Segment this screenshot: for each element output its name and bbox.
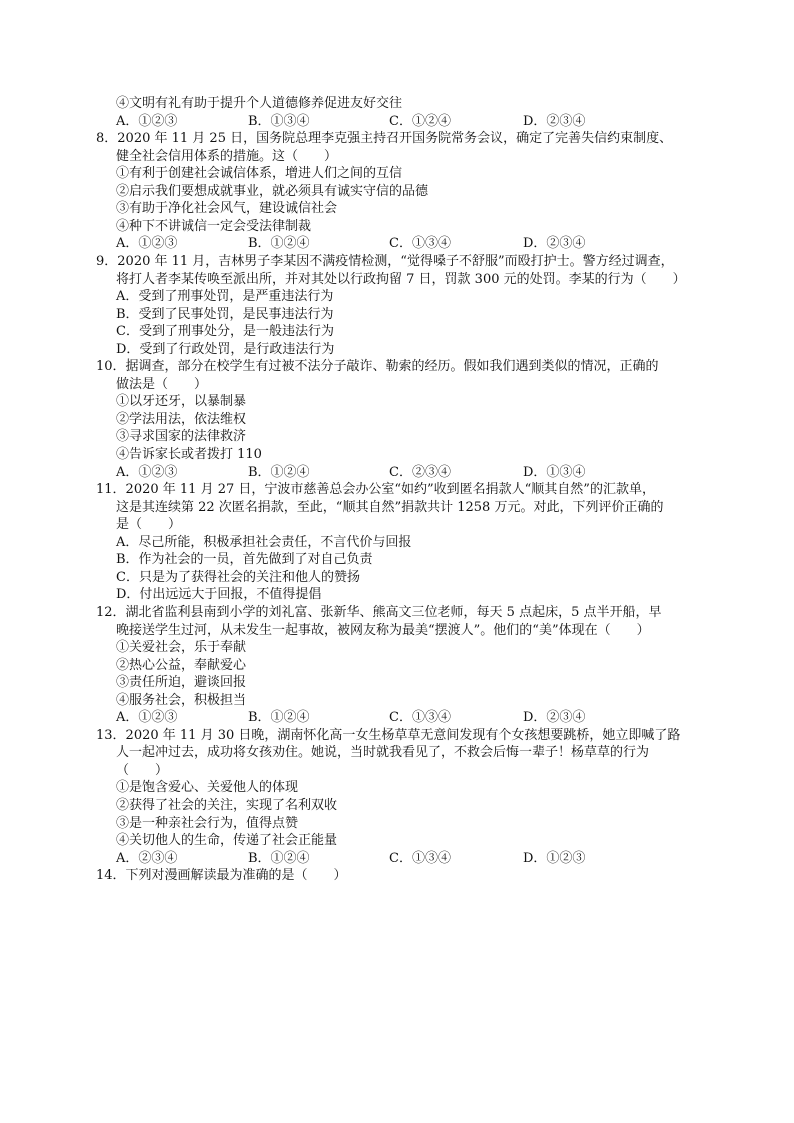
choice-line: C．只是为了获得社会的关注和他人的赞扬 bbox=[116, 569, 360, 585]
question-line: 12．湖北省监利县南到小学的刘礼富、张新华、熊高文三位老师，每天 5 点起床，5 点半开船，早 bbox=[96, 604, 662, 620]
choice-line: ③有助于净化社会风气，建设诚信社会 bbox=[116, 201, 338, 217]
choice-line: B．受到了民事处罚，是民事违法行为 bbox=[116, 306, 334, 322]
answer-option: B．①②④ bbox=[248, 850, 310, 866]
question-line: 10．据调查，部分在校学生有过被不法分子敲诈、勒索的经历。假如我们遇到类似的情况，正确的 bbox=[96, 359, 659, 375]
choice-line: ③责任所迫，避谈回报 bbox=[116, 675, 247, 691]
choice-line: ②热心公益，奉献爱心 bbox=[116, 657, 247, 673]
choice-line: ②学法用法，依法维权 bbox=[116, 411, 247, 427]
question-line: 9．2020 年 11 月，吉林男子李某因不满疫情检测，“觉得嗓子不舒服”而殴打护士。警方经过调查， bbox=[96, 253, 674, 269]
choice-line: ①有利于创建社会诚信体系，增进人们之间的互信 bbox=[116, 166, 403, 182]
choice-line: ②启示我们要想成就事业，就必须具有诚实守信的品德 bbox=[116, 183, 429, 199]
answer-option: A．①②③ bbox=[116, 236, 178, 252]
choice-line: C．受到了刑事处分，是一般违法行为 bbox=[116, 324, 334, 340]
answer-option: D．①③④ bbox=[523, 464, 586, 480]
choice-line: ①关爱社会，乐于奉献 bbox=[116, 640, 247, 656]
choice-line: ④关切他人的生命，传递了社会正能量 bbox=[116, 833, 338, 849]
choice-line: ④种下不讲诚信一定会受法律制裁 bbox=[116, 218, 312, 234]
choice-line: 健全社会信用体系的措施。这（ ） bbox=[116, 148, 338, 164]
answer-option: D．②③④ bbox=[523, 113, 586, 129]
answer-option: B．①③④ bbox=[248, 113, 310, 129]
question-line: 13．2020 年 11 月 30 日晚，湖南怀化高一女生杨草草无意间发现有个女孩想要跳桥，她立即喊了路 bbox=[96, 727, 681, 743]
choice-line: ①是饱含爱心、关爱他人的体现 bbox=[116, 780, 299, 796]
choice-line: （ ） bbox=[116, 762, 169, 778]
answer-option: B．①②④ bbox=[248, 236, 310, 252]
choice-line: ④文明有礼有助于提升个人道德修养促进友好交往 bbox=[116, 96, 403, 111]
answer-option: D．②③④ bbox=[523, 710, 586, 726]
choice-line: 将打人者李某传唤至派出所，并对其处以行政拘留 7 日，罚款 300 元的处罚。李某的行为（ ） bbox=[116, 271, 686, 287]
answer-option: C．②③④ bbox=[389, 464, 451, 480]
choice-line: 是（ ） bbox=[116, 517, 182, 533]
choice-line: A．尽己所能，积极承担社会责任，不言代价与回报 bbox=[116, 534, 412, 550]
question-line: 8．2020 年 11 月 25 日，国务院总理李克强主持召开国务院常务会议，确定了完善失信约束制度、 bbox=[96, 131, 673, 147]
answer-option: C．①③④ bbox=[389, 850, 451, 866]
choice-line: ③寻求国家的法律救济 bbox=[116, 429, 247, 445]
choice-line: ②获得了社会的关注，实现了名利双收 bbox=[116, 798, 338, 813]
choice-line: D．受到了行政处罚，是行政违法行为 bbox=[116, 341, 335, 357]
answer-option: A．②③④ bbox=[116, 850, 178, 866]
choice-line: D．付出远远大于回报，不值得提倡 bbox=[116, 587, 322, 603]
choice-line: ④服务社会，积极担当 bbox=[116, 692, 247, 708]
answer-option: A．①②③ bbox=[116, 464, 178, 480]
choice-line: B．作为社会的一员，首先做到了对自己负责 bbox=[116, 552, 373, 568]
choice-line: 人一起冲过去，成功将女孩劝住。她说，当时就我看见了，不救会后悔一辈子！杨草草的行为 bbox=[116, 745, 650, 761]
choice-line: ④告诉家长或者拨打 110 bbox=[116, 447, 262, 462]
choice-line: 这是其连续第 22 次匿名捐款，至此，“顺其自然”捐款共计 1258 万元。对此，下列评价正确的 bbox=[116, 499, 664, 515]
answer-option: C．①③④ bbox=[389, 236, 451, 252]
choice-line: 做法是（ ） bbox=[116, 376, 208, 392]
answer-option: B．①②④ bbox=[248, 710, 310, 726]
choice-line: ③是一种亲社会行为，值得点赞 bbox=[116, 815, 299, 831]
answer-option: D．②③④ bbox=[523, 236, 586, 252]
choice-line: 晚接送学生过河，从未发生一起事故，被网友称为最美“摆渡人”。他们的“美”体现在（ ） bbox=[116, 622, 650, 638]
answer-option: A．①②③ bbox=[116, 710, 178, 726]
choice-line: ①以牙还牙，以暴制暴 bbox=[116, 394, 247, 410]
answer-option: A．①②③ bbox=[116, 113, 178, 129]
answer-option: C．①③④ bbox=[389, 710, 451, 726]
question-line: 11．2020 年 11 月 27 日，宁波市慈善总会办公室“如约”收到匿名捐款人“顺其自然”的汇款单， bbox=[96, 482, 655, 498]
answer-option: B．①②④ bbox=[248, 464, 310, 480]
question-line: 14．下列对漫画解读最为准确的是（ ） bbox=[96, 868, 347, 884]
answer-option: C．①②④ bbox=[389, 113, 451, 129]
answer-option: D．①②③ bbox=[523, 850, 586, 866]
choice-line: A．受到了刑事处罚，是严重违法行为 bbox=[116, 289, 334, 305]
